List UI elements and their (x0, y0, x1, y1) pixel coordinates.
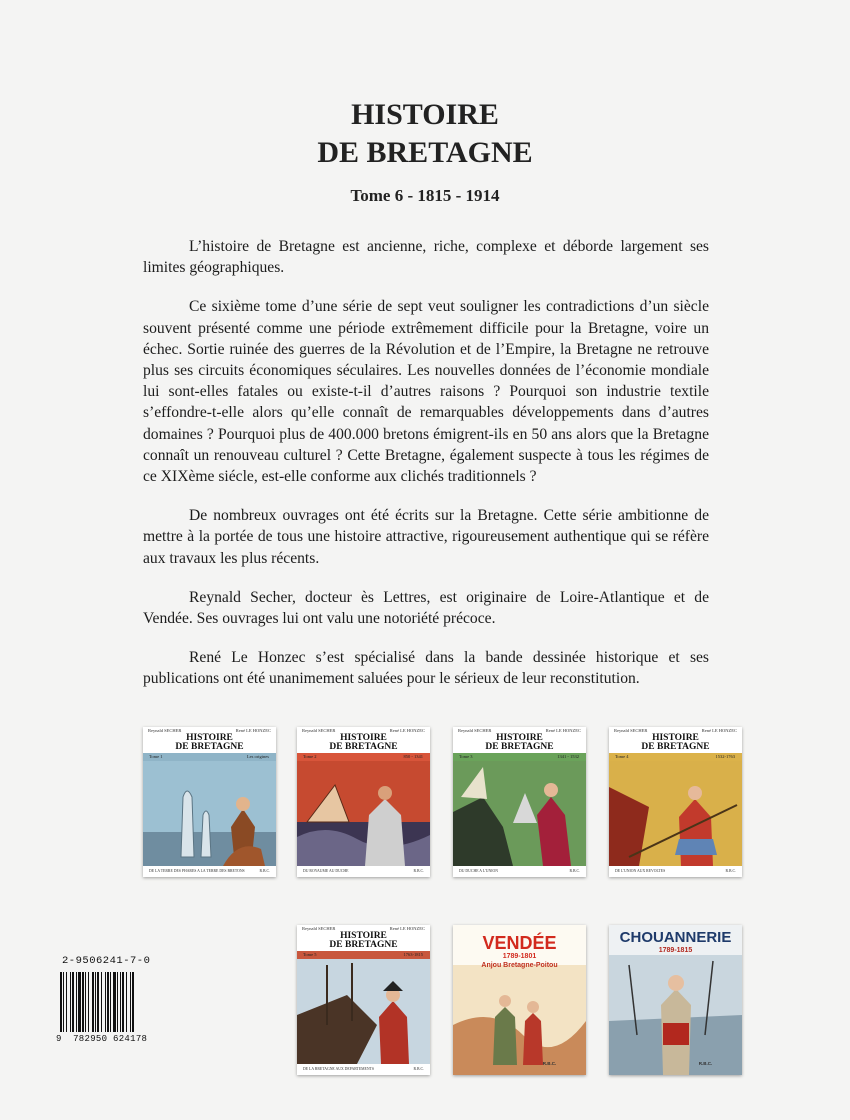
cover-subtitle: Anjou Bretagne-Poitou (481, 962, 558, 969)
cover-band: Tome 2 850 - 1341 (297, 753, 430, 761)
isbn-number: 2-9506241-7-0 (62, 955, 151, 967)
title-line-1: HISTOIRE (351, 98, 499, 131)
barcode-bar (76, 972, 77, 1032)
cover-band: Tome 4 1532-1763 (609, 753, 742, 761)
cover-footer: DU ROYAUME AU DUCHE R.B.C. (297, 866, 430, 877)
cover-header: Reynald SECHER René LE HONZEC HISTOIRE DE BRETAGNE (297, 925, 430, 959)
cover-tome-3 (453, 727, 586, 877)
paragraph-1: L’histoire de Bretagne est ancienne, riche, complexe et déborde largement ses limites géographiques. (143, 238, 709, 277)
paragraph-5: René Le Honzec s’est spécialisé dans la bande dessinée historique et ses publications ont été unanimement saluées pour le sérieux de leur reconstitution. (143, 649, 709, 688)
barcode-bar (110, 972, 111, 1032)
barcode-bar (126, 972, 127, 1032)
barcode-bar (130, 972, 131, 1032)
cover-header: Reynald SECHER René LE HONZEC HISTOIRE DE BRETAGNE (453, 727, 586, 761)
barcode-bar (101, 972, 102, 1032)
barcode-bar (97, 972, 99, 1032)
cover-vendee (453, 925, 586, 1075)
cover-title: CHOUANNERIE (619, 929, 732, 946)
title-line-2: DE BRETAGNE (317, 136, 533, 169)
description-text (143, 236, 709, 708)
barcode-bar (113, 972, 116, 1032)
volume-subtitle: Tome 6 - 1815 - 1914 (350, 186, 500, 205)
barcode-bar (95, 972, 96, 1032)
cover-header: Reynald SECHER René LE HONZEC HISTOIRE DE BRETAGNE (609, 727, 742, 761)
cover-band: Tome 3 1341 - 1532 (453, 753, 586, 761)
barcode-bar (78, 972, 81, 1032)
barcode-bar (132, 972, 134, 1032)
cover-dates: 1789-1815 (658, 947, 693, 954)
barcode-bar (92, 972, 94, 1032)
paragraph-2: Ce sixième tome d’une série de sept veut souligner les contradictions d’un siècle souvent présenté comme une période extrêmement difficile pour la Bretagne, voire un échec. Sortie ruinée des guerres de la Révolution et de l’Empire, la Bretagne ne retrouve plus ses circuits économiques séculaires. Les nouvelles données de l’économie mondiale lui sont-elles fatales ou existe-t-il d’autres raisons ? Pourquoi son industrie textile s’effondre-t-elle alors qu’elle connaît de remarquables développements dans d’autres domaines ? Pourquoi plus de 400.000 bretons émigrent-ils en 50 ans alors que la Bretagne connaît un renouveau culturel ? Cette Bretagne, également suspecte à tous les régimes de ce XIXème siécle, est-elle conforme aux clichés traditionnels ? (143, 298, 709, 486)
cover-publisher: R.B.C. (698, 1061, 713, 1066)
cover-chouannerie (609, 925, 742, 1075)
cover-footer: DE LA BRETAGNE AUX DEPARTEMENTS R.B.C. (297, 1064, 430, 1075)
barcode-bar (72, 972, 74, 1032)
cover-footer: DE LA TERRE DES PHARES A LA TERRE DES BRETONS R.B.C. (143, 866, 276, 877)
cover-band: Tome 5 1763-1815 (297, 951, 430, 959)
cover-footer: DE L'UNION AUX REVOLTES R.B.C. (609, 866, 742, 877)
cover-tome-1 (143, 727, 276, 877)
cover-publisher: R.B.C. (542, 1061, 557, 1066)
paragraph-3: De nombreux ouvrages ont été écrits sur la Bretagne. Cette série ambitionne de mettre à la portée de tous une histoire attractive, rigoureusement authentique qui se réfère aux travaux les plus récents. (143, 507, 709, 567)
barcode-bar (107, 972, 109, 1032)
barcode-bar (60, 972, 62, 1032)
barcode-bar (105, 972, 106, 1032)
barcode-bar (122, 972, 124, 1032)
paragraph-4: Reynald Secher, docteur ès Lettres, est originaire de Loire-Atlantique et de Vendée. Ses ouvrages lui ont valu une notoriété précoce. (143, 588, 709, 628)
barcode-bar (66, 972, 67, 1032)
barcode-bar (120, 972, 121, 1032)
barcode-bar (88, 972, 89, 1032)
page-title (0, 96, 850, 172)
cover-footer: DU DUCHE A L'UNION R.B.C. (453, 866, 586, 877)
barcode-digits: 9 782950 624178 (56, 1034, 148, 1044)
barcode-bar (63, 972, 64, 1032)
barcode-bar (85, 972, 86, 1032)
barcode-bar (117, 972, 118, 1032)
cover-tome-2 (297, 727, 430, 877)
barcode-bar (70, 972, 71, 1032)
cover-title: VENDÉE (482, 933, 557, 953)
cover-header: Reynald SECHER René LE HONZEC HISTOIRE DE BRETAGNE (297, 727, 430, 761)
cover-tome-4 (609, 727, 742, 877)
barcode-bar (82, 972, 84, 1032)
cover-header: Reynald SECHER René LE HONZEC HISTOIRE DE BRETAGNE (143, 727, 276, 761)
cover-band: Tome 1 Les origines (143, 753, 276, 761)
cover-dates: 1789-1801 (502, 953, 537, 960)
cover-tome-5 (297, 925, 430, 1075)
barcode (58, 972, 154, 1034)
